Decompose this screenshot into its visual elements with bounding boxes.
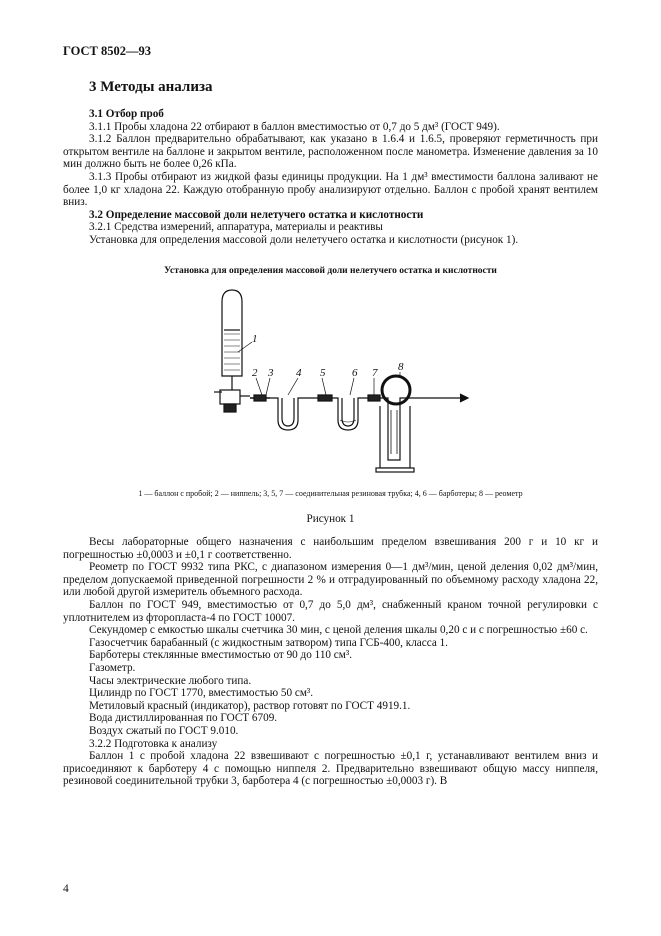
paragraph-measuring-cylinder: Цилиндр по ГОСТ 1770, вместимостью 50 см³. bbox=[89, 687, 314, 700]
section-title: 3 Методы анализа bbox=[89, 79, 213, 95]
section-equipment-text bbox=[63, 536, 598, 788]
label-1: 1 bbox=[252, 333, 258, 345]
paragraph-preparation: Баллон 1 с пробой хладона 22 взвешивают с погрешностью ±0,1 г, устанавливают вентилем вниз и присоединяют к барботеру 4 с помощью ниппеля 2. Предварительно взвешивают общую массу ниппеля, резиновой соединительной трубки 3, барботера 4 (с погрешностью ±0,0003 г). В bbox=[63, 750, 598, 788]
rheometer-8 bbox=[376, 376, 414, 472]
paragraph-gas-meter: Газосчетчик барабанный (с жидкостным затвором) типа ГСБ-400, класса 1. bbox=[89, 636, 448, 649]
figure-caption: 1 — баллон с пробой; 2 — ниппель; 3, 5, 7 — соединительная резиновая трубка; 4, 6 — барботеры; 8 — реометр bbox=[138, 489, 523, 498]
paragraph-indicator: Метиловый красный (индикатор), раствор готовят по ГОСТ 4919.1. bbox=[89, 699, 411, 712]
paragraph-stopwatch: Секундомер с емкостью шкалы счетчика 30 мин, с ценой деления шкалы 0,20 с и с погрешностью ±60 с. bbox=[89, 624, 588, 637]
document-header: ГОСТ 8502—93 bbox=[63, 44, 152, 58]
label-8: 8 bbox=[398, 361, 404, 373]
paragraph-air: Воздух сжатый по ГОСТ 9.010. bbox=[89, 724, 239, 737]
paragraph-3-1-3: 3.1.3 Пробы отбирают из жидкой фазы единицы продукции. На 1 дм³ вместимости баллона заливают не более 1,0 кг хладона 22. Каждую отобранную пробу анализируют отдельно. Баллон с пробой хранят вентилем вниз. bbox=[63, 170, 598, 209]
figure-title: Установка для определения массовой доли нелетучего остатка и кислотности bbox=[164, 266, 497, 276]
paragraph-3-1-1: 3.1.1 Пробы хладона 22 отбирают в баллон вместимостью от 0,7 до 5 дм³ (ГОСТ 949). bbox=[89, 120, 500, 133]
paragraph-gasometer: Газометр. bbox=[89, 661, 136, 674]
paragraph-3-1-2: 3.1.2 Баллон предварительно обрабатывают, как указано в 1.6.4 и 1.6.5, проверяют герметичность при открытом вентиле на баллоне и закрытом вентиле, расположенном после манометра. Изменение давления за 10 мин должно быть не более 0,26 кПа. bbox=[63, 133, 598, 171]
label-6: 6 bbox=[352, 367, 358, 379]
apparatus-diagram bbox=[0, 280, 661, 480]
paragraph-3-2-2-heading: 3.2.2 Подготовка к анализу bbox=[89, 737, 218, 750]
paragraph-clock: Часы электрические любого типа. bbox=[89, 674, 252, 687]
paragraph-water: Вода дистиллированная по ГОСТ 6709. bbox=[89, 712, 278, 725]
paragraph-cylinder: Баллон по ГОСТ 949, вместимостью от 0,7 до 5,0 дм³, снабженный краном точной регулировки с уплотнителем из фторопласта-4 по ГОСТ 10007. bbox=[63, 598, 598, 624]
bubbler-6 bbox=[332, 398, 370, 430]
paragraph-bubblers: Барботеры стеклянные вместимостью от 90 до 110 см³. bbox=[89, 649, 352, 662]
sample-cylinder bbox=[214, 290, 250, 412]
label-4: 4 bbox=[296, 367, 302, 379]
label-2: 2 bbox=[252, 367, 258, 379]
paragraph-scales: Весы лабораторные общего назначения с наибольшим пределом взвешивания 200 г и 10 кг и погрешностью ±0,0003 и ±0,1 г соответственно. bbox=[63, 536, 598, 561]
subsection-3-1-heading: 3.1 Отбор проб bbox=[89, 108, 164, 120]
label-3: 3 bbox=[268, 367, 274, 379]
section-3-1-text bbox=[63, 108, 598, 247]
bubbler-4 bbox=[270, 398, 320, 430]
figure-number: Рисунок 1 bbox=[306, 513, 355, 525]
paragraph-setup: Установка для определения массовой доли нелетучего остатка и кислотности (рисунок 1). bbox=[89, 233, 519, 246]
paragraph-rheometer: Реометр по ГОСТ 9932 типа РКС, с диапазоном измерения 0—1 дм³/мин, ценой деления 0,02 дм³/мин, пределом допускаемой приведенной погрешности 2 % и отградуированный по объемному расходу хладона 22, или любой другой измеритель объемного расхода. bbox=[63, 561, 598, 599]
subsection-3-2-heading: 3.2 Определение массовой доли нелетучего остатка и кислотности bbox=[89, 208, 424, 221]
page-number: 4 bbox=[63, 883, 69, 895]
label-7: 7 bbox=[372, 367, 378, 379]
paragraph-3-2-1: 3.2.1 Средства измерений, аппаратура, материалы и реактивы bbox=[89, 221, 383, 234]
label-5: 5 bbox=[320, 367, 326, 379]
